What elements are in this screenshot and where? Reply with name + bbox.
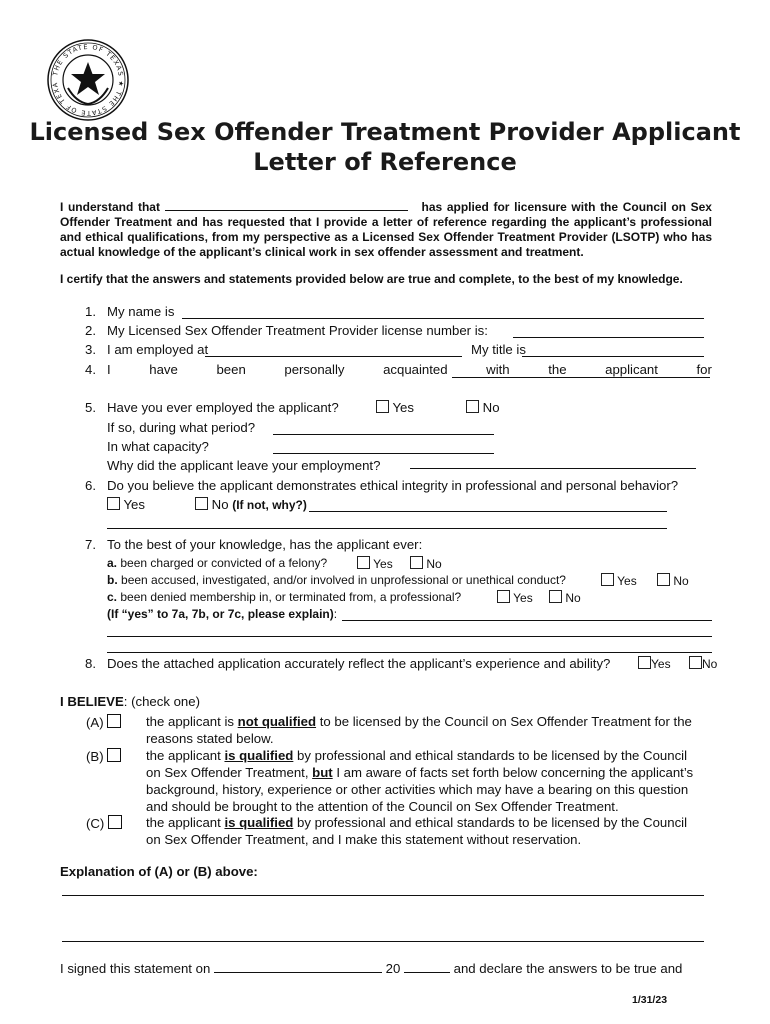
q5-period-label: If so, during what period? [107, 420, 256, 435]
option-a-text: the applicant is not qualified to be licensed by the Council on Sex Offender Treatment for the [146, 714, 692, 729]
q5-capacity-label: In what capacity? [107, 439, 209, 454]
document-title-line1: Licensed Sex Offender Treatment Provider Applicant [29, 118, 741, 146]
signed-date-field[interactable] [214, 960, 382, 973]
employer-field[interactable] [205, 356, 462, 357]
leave-reason-field[interactable] [410, 468, 696, 469]
q7-explain-field-line2[interactable] [107, 636, 712, 637]
q6-no-checkbox[interactable] [195, 497, 208, 510]
option-c-text-line2: on Sex Offender Treatment, and I make this statement without reservation. [146, 832, 582, 847]
option-b-checkbox[interactable] [107, 748, 121, 762]
explanation-field-line2[interactable] [62, 941, 704, 942]
option-b-text-line3: background, history, experience or other activities which may have a bearing on this question [146, 782, 689, 797]
q6-reason-field[interactable] [309, 511, 667, 512]
employment-capacity-field[interactable] [273, 453, 494, 454]
q7-explain-label: (If “yes” to 7a, 7b, or 7c, please explain): [107, 607, 338, 621]
q7a: a. been charged or convicted of a felony? Yes No [107, 556, 442, 571]
q5-no-checkbox[interactable] [466, 400, 479, 413]
q6-yes-checkbox[interactable] [107, 497, 120, 510]
license-number-field[interactable] [513, 337, 704, 338]
q7b-yes-checkbox[interactable] [601, 573, 614, 586]
q5-why-label: Why did the applicant leave your employment? [107, 458, 381, 473]
intro-paragraph: I understand that has applied for licensure with the Council on Sex Offender Treatment and has requested that I provide a letter of reference regarding the applicant’s professional and ethical qualifications, from my perspective as a Licensed Sex Offender Treatment Provider (LSOTP) who has actual knowledge of the applicant’s clinical work in sex offender assessment and treatment. [60, 200, 712, 259]
revision-date: 1/31/23 [632, 994, 668, 1006]
signed-year-field[interactable] [404, 960, 450, 973]
option-b-text: the applicant is qualified by professional and ethical standards to be licensed by the Council [146, 748, 688, 763]
q7-explain-field-line3[interactable] [107, 652, 712, 653]
title-field[interactable] [522, 356, 704, 357]
q8-yes-checkbox[interactable] [638, 656, 651, 669]
q6-options: Yes No (If not, why?) [107, 497, 145, 513]
acquainted-duration-field[interactable] [452, 377, 710, 378]
q7c-yes-checkbox[interactable] [497, 590, 510, 603]
option-b-text-line2: on Sex Offender Treatment, but I am aware of facts set forth below concerning the applicant’s [146, 765, 694, 780]
q7-explain-field[interactable] [342, 620, 712, 621]
texas-seal-icon [46, 38, 130, 122]
option-c: (C) [86, 815, 122, 832]
option-a-text-line2: reasons stated below. [146, 731, 274, 746]
q6-reason-field-line2[interactable] [107, 528, 667, 529]
option-a: (A) [86, 714, 121, 731]
option-b: (B) [86, 748, 121, 765]
q7a-no-checkbox[interactable] [410, 556, 423, 569]
option-a-checkbox[interactable] [107, 714, 121, 728]
explanation-label: Explanation of (A) or (B) above: [60, 864, 258, 879]
explanation-field-line1[interactable] [62, 895, 704, 896]
believe-heading: I BELIEVE: (check one) [60, 694, 200, 709]
q7a-yes-checkbox[interactable] [357, 556, 370, 569]
q5-yes-checkbox[interactable] [376, 400, 389, 413]
option-b-text-line4: and should be brought to the attention of the Council on Sex Offender Treatment. [146, 799, 619, 814]
employment-period-field[interactable] [273, 434, 494, 435]
option-c-checkbox[interactable] [108, 815, 122, 829]
q7b-no-checkbox[interactable] [657, 573, 670, 586]
q7b: b. been accused, investigated, and/or involved in unprofessional or unethical conduct? Yes No [107, 573, 689, 588]
q7c-no-checkbox[interactable] [549, 590, 562, 603]
applicant-name-field[interactable] [165, 198, 408, 211]
q7c: c. been denied membership in, or terminated from, a professional? Yes No [107, 590, 581, 605]
option-c-text: the applicant is qualified by professional and ethical standards to be licensed by the Council [146, 815, 688, 830]
signature-statement: I signed this statement on 20 and declare the answers to be true and [60, 961, 683, 976]
document-title-line2: Letter of Reference [253, 148, 517, 176]
my-name-field[interactable] [182, 318, 704, 319]
state-seal [46, 38, 130, 122]
certify-statement: I certify that the answers and statements provided below are true and complete, to the best of my knowledge. [60, 272, 683, 286]
svg-text:THE STATE OF TEXAS ★ THE STATE: THE STATE OF TEXAS ★ THE STATE OF TEXA [50, 42, 126, 118]
q8-no-checkbox[interactable] [689, 656, 702, 669]
